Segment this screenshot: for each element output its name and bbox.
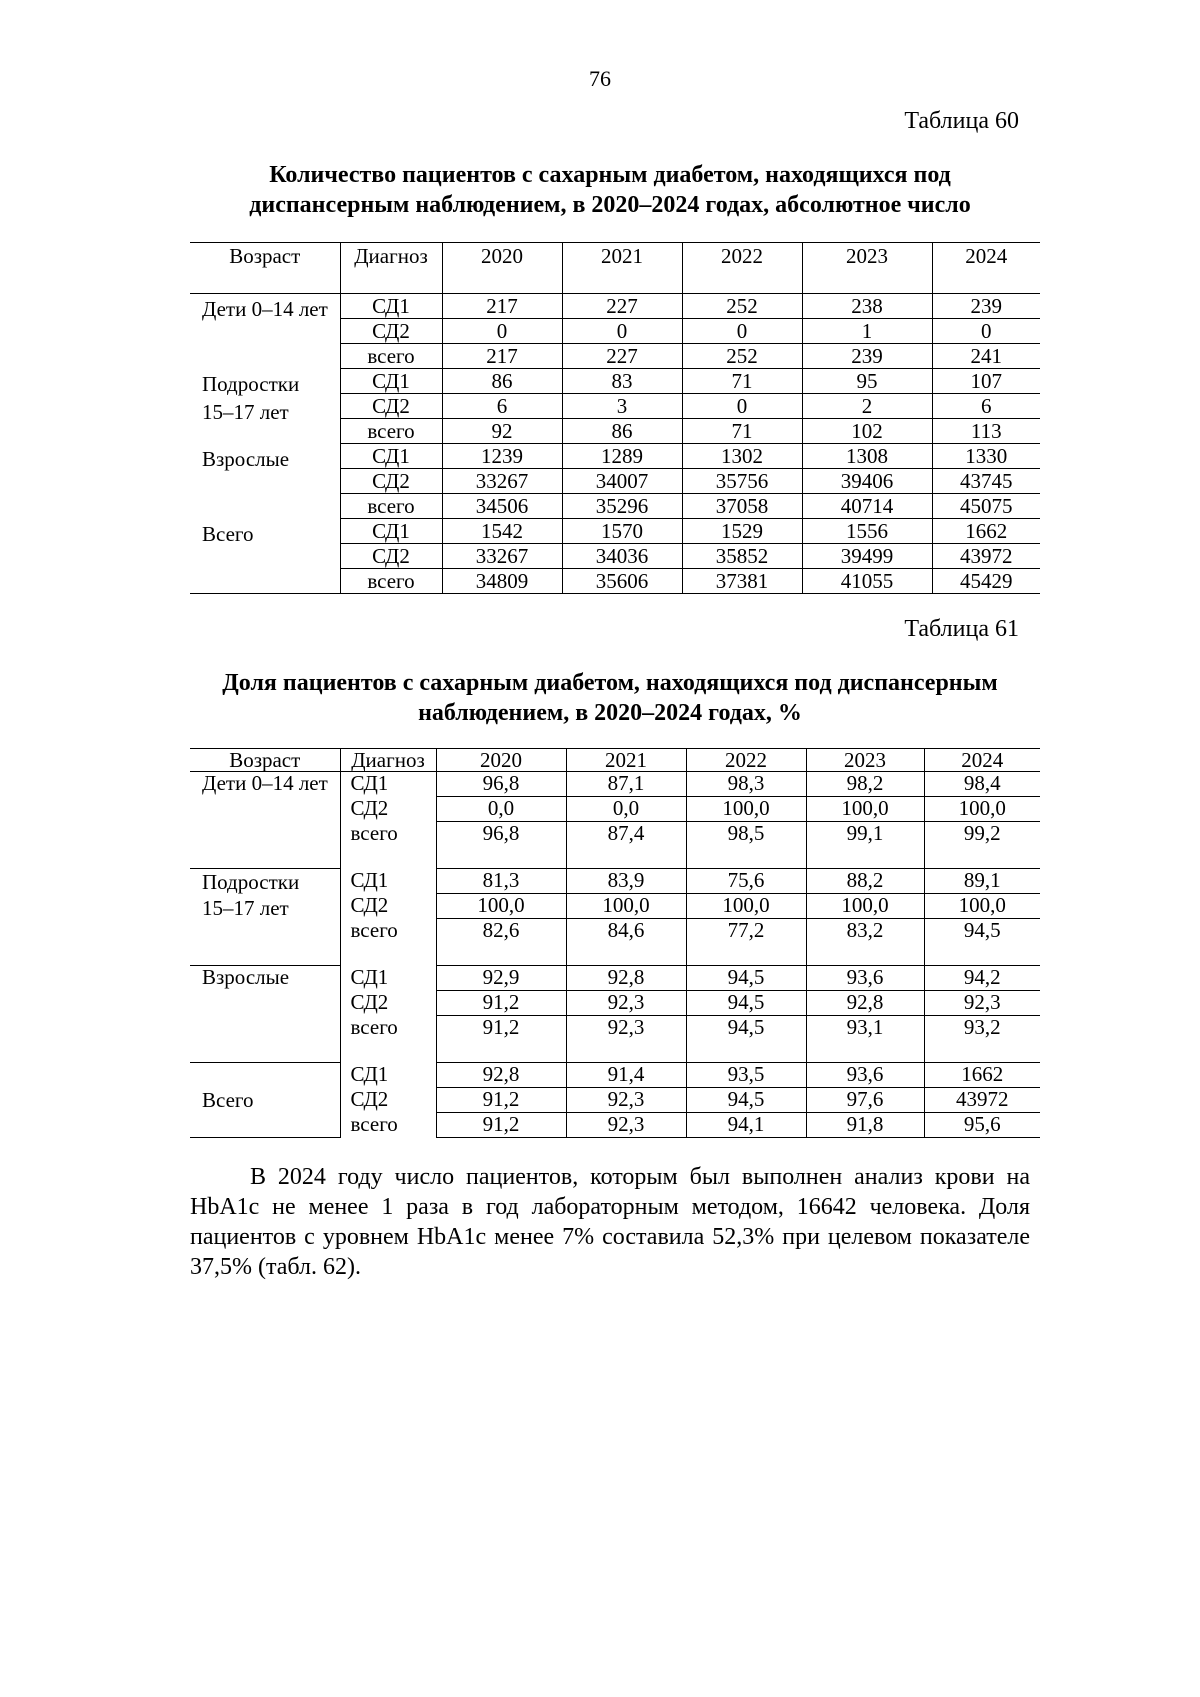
value-cell: 99,2 bbox=[924, 822, 1040, 869]
table-header-row bbox=[190, 243, 1040, 294]
group-label: Дети 0–14 лет bbox=[190, 294, 340, 369]
value-cell: 91,8 bbox=[806, 1113, 924, 1138]
value-cell: 33267 bbox=[442, 469, 562, 494]
diagnosis-cell: всего bbox=[340, 344, 442, 369]
value-cell: 0 bbox=[442, 319, 562, 344]
diagnosis-cell: всего bbox=[340, 1016, 436, 1063]
value-cell: 100,0 bbox=[806, 894, 924, 919]
value-cell: 1542 bbox=[442, 519, 562, 544]
diagnosis-cell: всего bbox=[340, 494, 442, 519]
value-cell: 92 bbox=[442, 419, 562, 444]
value-cell: 92,3 bbox=[924, 991, 1040, 1016]
table-row bbox=[190, 966, 1040, 991]
diagnosis-cell: СД2 bbox=[340, 319, 442, 344]
value-cell: 100,0 bbox=[566, 894, 686, 919]
value-cell: 94,5 bbox=[686, 966, 806, 991]
diagnosis-cell: всего bbox=[340, 1113, 436, 1138]
value-cell: 6 bbox=[932, 394, 1040, 419]
diagnosis-cell: СД2 bbox=[340, 469, 442, 494]
value-cell: 83 bbox=[562, 369, 682, 394]
value-cell: 94,5 bbox=[686, 1088, 806, 1113]
value-cell: 77,2 bbox=[686, 919, 806, 966]
value-cell: 1239 bbox=[442, 444, 562, 469]
value-cell: 1556 bbox=[802, 519, 932, 544]
value-cell: 43972 bbox=[924, 1088, 1040, 1113]
table-header-row bbox=[190, 749, 1040, 772]
value-cell: 217 bbox=[442, 294, 562, 319]
value-cell: 83,9 bbox=[566, 869, 686, 894]
value-cell: 94,1 bbox=[686, 1113, 806, 1138]
value-cell: 1289 bbox=[562, 444, 682, 469]
value-cell: 87,4 bbox=[566, 822, 686, 869]
page-number: 76 bbox=[589, 66, 611, 91]
header-cell: 2020 bbox=[442, 243, 562, 294]
value-cell: 1302 bbox=[682, 444, 802, 469]
diagnosis-cell: СД1 bbox=[340, 294, 442, 319]
diagnosis-cell: СД1 bbox=[340, 444, 442, 469]
group-label: Подростки 15–17 лет bbox=[190, 369, 340, 444]
value-cell: 93,1 bbox=[806, 1016, 924, 1063]
value-cell: 100,0 bbox=[436, 894, 566, 919]
group-label: Взрослые bbox=[190, 966, 340, 1063]
value-cell: 100,0 bbox=[686, 894, 806, 919]
value-cell: 100,0 bbox=[686, 797, 806, 822]
value-cell: 94,5 bbox=[686, 1016, 806, 1063]
value-cell: 1662 bbox=[924, 1063, 1040, 1088]
value-cell: 0,0 bbox=[566, 797, 686, 822]
value-cell: 45075 bbox=[932, 494, 1040, 519]
diagnosis-cell: всего bbox=[340, 569, 442, 594]
value-cell: 34506 bbox=[442, 494, 562, 519]
value-cell: 92,8 bbox=[806, 991, 924, 1016]
diagnosis-cell: СД2 bbox=[340, 544, 442, 569]
value-cell: 89,1 bbox=[924, 869, 1040, 894]
value-cell: 2 bbox=[802, 394, 932, 419]
table-row bbox=[190, 369, 1040, 394]
diagnosis-cell: СД2 bbox=[340, 991, 436, 1016]
value-cell: 37058 bbox=[682, 494, 802, 519]
value-cell: 39499 bbox=[802, 544, 932, 569]
header-cell: Диагноз bbox=[340, 749, 436, 772]
header-cell: 2022 bbox=[686, 749, 806, 772]
table-60 bbox=[190, 242, 1040, 594]
value-cell: 241 bbox=[932, 344, 1040, 369]
value-cell: 34809 bbox=[442, 569, 562, 594]
value-cell: 87,1 bbox=[566, 772, 686, 797]
value-cell: 91,2 bbox=[436, 1113, 566, 1138]
header-cell: 2024 bbox=[924, 749, 1040, 772]
value-cell: 98,3 bbox=[686, 772, 806, 797]
value-cell: 97,6 bbox=[806, 1088, 924, 1113]
group-label: Всего bbox=[190, 519, 340, 594]
diagnosis-cell: СД1 bbox=[340, 369, 442, 394]
value-cell: 37381 bbox=[682, 569, 802, 594]
table-60-label: Таблица 60 bbox=[904, 108, 1019, 134]
value-cell: 71 bbox=[682, 419, 802, 444]
value-cell: 92,3 bbox=[566, 991, 686, 1016]
header-cell: 2021 bbox=[566, 749, 686, 772]
value-cell: 43745 bbox=[932, 469, 1040, 494]
header-cell: 2022 bbox=[682, 243, 802, 294]
value-cell: 95 bbox=[802, 369, 932, 394]
value-cell: 35756 bbox=[682, 469, 802, 494]
table-61 bbox=[190, 748, 1040, 1138]
value-cell: 94,5 bbox=[924, 919, 1040, 966]
value-cell: 83,2 bbox=[806, 919, 924, 966]
value-cell: 91,2 bbox=[436, 1088, 566, 1113]
table-row bbox=[190, 1063, 1040, 1088]
value-cell: 92,9 bbox=[436, 966, 566, 991]
value-cell: 96,8 bbox=[436, 822, 566, 869]
diagnosis-cell: СД2 bbox=[340, 894, 436, 919]
header-cell: Возраст bbox=[190, 243, 340, 294]
value-cell: 107 bbox=[932, 369, 1040, 394]
value-cell: 239 bbox=[932, 294, 1040, 319]
header-cell: 2021 bbox=[562, 243, 682, 294]
value-cell: 33267 bbox=[442, 544, 562, 569]
header-cell: Возраст bbox=[190, 749, 340, 772]
value-cell: 75,6 bbox=[686, 869, 806, 894]
value-cell: 92,8 bbox=[566, 966, 686, 991]
value-cell: 238 bbox=[802, 294, 932, 319]
body-paragraph bbox=[190, 1162, 1030, 1282]
value-cell: 100,0 bbox=[924, 894, 1040, 919]
value-cell: 100,0 bbox=[806, 797, 924, 822]
value-cell: 81,3 bbox=[436, 869, 566, 894]
header-cell: 2023 bbox=[806, 749, 924, 772]
diagnosis-cell: СД2 bbox=[340, 797, 436, 822]
value-cell: 252 bbox=[682, 294, 802, 319]
value-cell: 92,3 bbox=[566, 1088, 686, 1113]
value-cell: 35606 bbox=[562, 569, 682, 594]
diagnosis-cell: СД2 bbox=[340, 394, 442, 419]
paragraph-text: В 2024 году число пациентов, которым был выполнен анализ крови на HbA1c не менее 1 раза в год лабораторным методом, 16642 человека. Доля пациентов с уровнем HbA1c менее 7% составила 52,3% при целевом показателе 37,5% (табл. 62). bbox=[190, 1164, 1030, 1280]
value-cell: 239 bbox=[802, 344, 932, 369]
value-cell: 0 bbox=[932, 319, 1040, 344]
value-cell: 1570 bbox=[562, 519, 682, 544]
value-cell: 92,3 bbox=[566, 1016, 686, 1063]
value-cell: 92,8 bbox=[436, 1063, 566, 1088]
value-cell: 92,3 bbox=[566, 1113, 686, 1138]
value-cell: 34007 bbox=[562, 469, 682, 494]
value-cell: 82,6 bbox=[436, 919, 566, 966]
value-cell: 95,6 bbox=[924, 1113, 1040, 1138]
value-cell: 0,0 bbox=[436, 797, 566, 822]
value-cell: 1662 bbox=[932, 519, 1040, 544]
value-cell: 39406 bbox=[802, 469, 932, 494]
value-cell: 34036 bbox=[562, 544, 682, 569]
diagnosis-cell: всего bbox=[340, 419, 442, 444]
value-cell: 94,2 bbox=[924, 966, 1040, 991]
table-61-title: Доля пациентов с сахарным диабетом, находящихся под диспансерным наблюдением, в 2020–2024 годах, % bbox=[222, 670, 998, 726]
value-cell: 93,5 bbox=[686, 1063, 806, 1088]
value-cell: 3 bbox=[562, 394, 682, 419]
value-cell: 94,5 bbox=[686, 991, 806, 1016]
diagnosis-cell: всего bbox=[340, 822, 436, 869]
group-label: Всего bbox=[190, 1063, 340, 1138]
value-cell: 45429 bbox=[932, 569, 1040, 594]
value-cell: 227 bbox=[562, 344, 682, 369]
diagnosis-cell: всего bbox=[340, 919, 436, 966]
value-cell: 113 bbox=[932, 419, 1040, 444]
value-cell: 93,2 bbox=[924, 1016, 1040, 1063]
table-row bbox=[190, 772, 1040, 797]
value-cell: 41055 bbox=[802, 569, 932, 594]
diagnosis-cell: СД1 bbox=[340, 966, 436, 991]
value-cell: 43972 bbox=[932, 544, 1040, 569]
value-cell: 91,4 bbox=[566, 1063, 686, 1088]
value-cell: 100,0 bbox=[924, 797, 1040, 822]
value-cell: 98,2 bbox=[806, 772, 924, 797]
value-cell: 217 bbox=[442, 344, 562, 369]
table-row bbox=[190, 869, 1040, 894]
value-cell: 0 bbox=[682, 319, 802, 344]
value-cell: 227 bbox=[562, 294, 682, 319]
value-cell: 0 bbox=[682, 394, 802, 419]
value-cell: 88,2 bbox=[806, 869, 924, 894]
header-cell: Диагноз bbox=[340, 243, 442, 294]
value-cell: 1330 bbox=[932, 444, 1040, 469]
value-cell: 96,8 bbox=[436, 772, 566, 797]
value-cell: 84,6 bbox=[566, 919, 686, 966]
value-cell: 40714 bbox=[802, 494, 932, 519]
value-cell: 6 bbox=[442, 394, 562, 419]
value-cell: 98,5 bbox=[686, 822, 806, 869]
table-row bbox=[190, 519, 1040, 544]
group-label: Подростки 15–17 лет bbox=[190, 869, 340, 966]
diagnosis-cell: СД2 bbox=[340, 1088, 436, 1113]
header-cell: 2023 bbox=[802, 243, 932, 294]
value-cell: 252 bbox=[682, 344, 802, 369]
value-cell: 98,4 bbox=[924, 772, 1040, 797]
value-cell: 93,6 bbox=[806, 966, 924, 991]
value-cell: 35296 bbox=[562, 494, 682, 519]
header-cell: 2020 bbox=[436, 749, 566, 772]
value-cell: 35852 bbox=[682, 544, 802, 569]
value-cell: 99,1 bbox=[806, 822, 924, 869]
table-61-label: Таблица 61 bbox=[904, 616, 1019, 642]
value-cell: 91,2 bbox=[436, 991, 566, 1016]
diagnosis-cell: СД1 bbox=[340, 519, 442, 544]
value-cell: 86 bbox=[442, 369, 562, 394]
value-cell: 71 bbox=[682, 369, 802, 394]
table-row bbox=[190, 444, 1040, 469]
diagnosis-cell: СД1 bbox=[340, 1063, 436, 1088]
value-cell: 0 bbox=[562, 319, 682, 344]
value-cell: 1308 bbox=[802, 444, 932, 469]
diagnosis-cell: СД1 bbox=[340, 869, 436, 894]
value-cell: 1529 bbox=[682, 519, 802, 544]
group-label: Взрослые bbox=[190, 444, 340, 519]
value-cell: 93,6 bbox=[806, 1063, 924, 1088]
value-cell: 86 bbox=[562, 419, 682, 444]
value-cell: 102 bbox=[802, 419, 932, 444]
table-row bbox=[190, 294, 1040, 319]
value-cell: 1 bbox=[802, 319, 932, 344]
header-cell: 2024 bbox=[932, 243, 1040, 294]
table-60-title: Количество пациентов с сахарным диабетом, находящихся под диспансерным наблюдением, в 2020–2024 годах, абсолютное число bbox=[249, 162, 971, 218]
group-label: Дети 0–14 лет bbox=[190, 772, 340, 869]
value-cell: 91,2 bbox=[436, 1016, 566, 1063]
diagnosis-cell: СД1 bbox=[340, 772, 436, 797]
